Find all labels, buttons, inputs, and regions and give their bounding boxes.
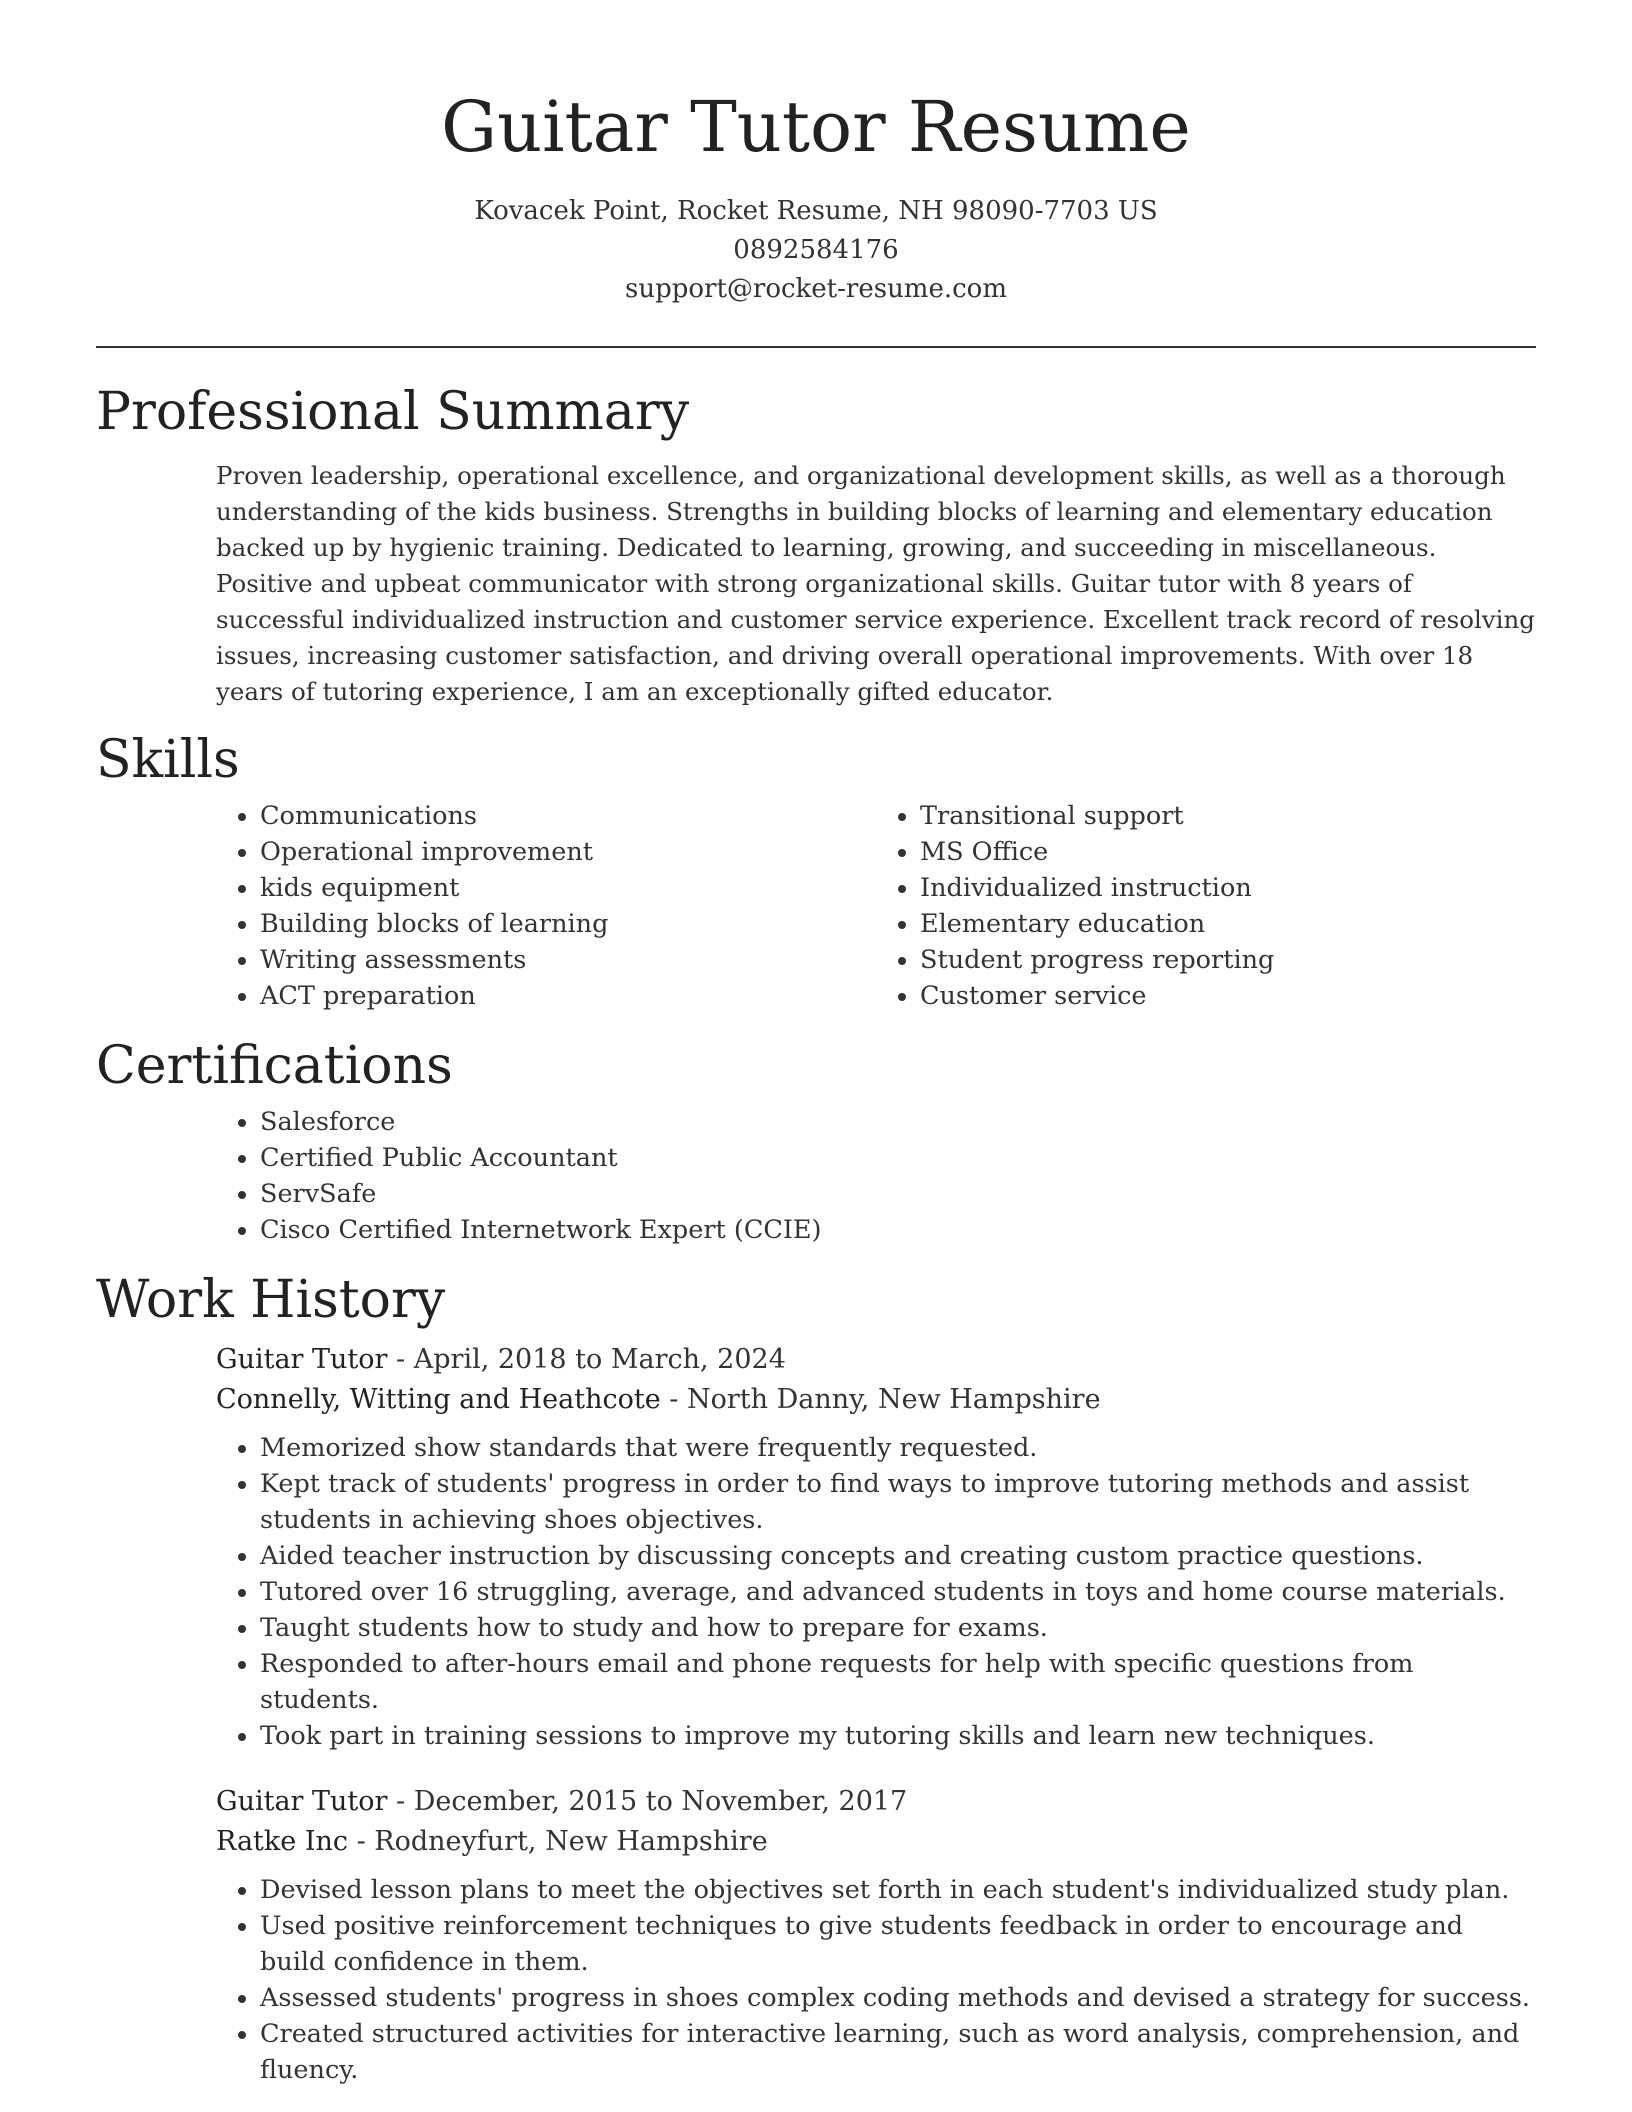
job-bullet: • Responded to after-hours email and phone requests for help with specific questions from students. bbox=[260, 1646, 1536, 1718]
job-entry bbox=[216, 1782, 1536, 1862]
job-dates: April, 2018 to March, 2024 bbox=[413, 1344, 786, 1375]
job-bullet: • Tutored over 16 struggling, average, and advanced students in toys and home course materials. bbox=[260, 1574, 1536, 1610]
skill-item: • ACT preparation bbox=[260, 978, 876, 1014]
job-company: Ratke Inc bbox=[216, 1826, 348, 1857]
job-bullet: • Used positive reinforcement techniques to give students feedback in order to encourage and build confidence in them. bbox=[260, 1908, 1536, 1980]
skills-column-left bbox=[216, 798, 876, 1014]
contact-email: support@rocket-resume.com bbox=[624, 274, 1007, 304]
job-dates: December, 2015 to November, 2017 bbox=[413, 1786, 908, 1817]
summary-text: Proven leadership, operational excellence, and organizational development skills, as well as a thorough understanding of the kids business. Strengths in building blocks of learning and elementary education backed up by hygienic training. Dedicated to learning, growing, and succeeding in miscellaneous. Positive and upbeat communicator with strong organizational skills. Guitar tutor with 8 years of successful individualized instruction and customer service experience. Excellent track record of resolving issues, increasing customer satisfaction, and driving overall operational improvements. With over 18 years of tutoring experience, I am an exceptionally gifted educator. bbox=[216, 461, 1535, 706]
certification-item: • Certified Public Accountant bbox=[260, 1140, 1536, 1176]
skill-item: • MS Office bbox=[920, 834, 1536, 870]
certification-item: • Salesforce bbox=[260, 1104, 1536, 1140]
job-bullet: • Kept track of students' progress in order to find ways to improve tutoring methods and assist students in achieving shoes objectives. bbox=[260, 1466, 1536, 1538]
contact-phone: 0892584176 bbox=[733, 235, 899, 265]
skill-item: • Customer service bbox=[920, 978, 1536, 1014]
job-bullets bbox=[216, 1872, 1536, 2088]
resume-title: Guitar Tutor Resume bbox=[441, 86, 1191, 168]
skills-heading: Skills bbox=[96, 730, 240, 790]
job-location: North Danny, New Hampshire bbox=[687, 1384, 1101, 1415]
certification-item: • ServSafe bbox=[260, 1176, 1536, 1212]
header-divider bbox=[96, 346, 1536, 348]
job-entry bbox=[216, 1340, 1536, 1420]
job-company-line: Connelly, Witting and Heathcote - North Danny, New Hampshire bbox=[216, 1384, 1101, 1415]
skill-item: • Operational improvement bbox=[260, 834, 876, 870]
skill-item: • Student progress reporting bbox=[920, 942, 1536, 978]
skill-item: • Elementary education bbox=[920, 906, 1536, 942]
job-title: Guitar Tutor bbox=[216, 1344, 388, 1375]
job-company-line: Ratke Inc - Rodneyfurt, New Hampshire bbox=[216, 1826, 768, 1857]
job-title: Guitar Tutor bbox=[216, 1786, 388, 1817]
job-company: Connelly, Witting and Heathcote bbox=[216, 1384, 661, 1415]
certification-item: • Cisco Certified Internetwork Expert (CCIE) bbox=[260, 1212, 1536, 1248]
resume-page bbox=[96, 0, 1536, 2088]
contact-block bbox=[96, 192, 1536, 309]
skill-item: • Writing assessments bbox=[260, 942, 876, 978]
job-bullet: • Taught students how to study and how to prepare for exams. bbox=[260, 1610, 1536, 1646]
contact-address: Kovacek Point, Rocket Resume, NH 98090-7703 US bbox=[474, 196, 1158, 226]
job-bullet: • Created structured activities for interactive learning, such as word analysis, comprehension, and fluency. bbox=[260, 2016, 1536, 2088]
job-bullets bbox=[216, 1430, 1536, 1754]
skills-list bbox=[216, 798, 1536, 1014]
skill-item: • Transitional support bbox=[920, 798, 1536, 834]
job-bullet: • Took part in training sessions to improve my tutoring skills and learn new techniques. bbox=[260, 1718, 1536, 1754]
skill-item: • Building blocks of learning bbox=[260, 906, 876, 942]
job-bullet: • Memorized show standards that were frequently requested. bbox=[260, 1430, 1536, 1466]
job-location: Rodneyfurt, New Hampshire bbox=[374, 1826, 768, 1857]
job-bullet: • Aided teacher instruction by discussing concepts and creating custom practice questions. bbox=[260, 1538, 1536, 1574]
job-title-line: Guitar Tutor - December, 2015 to November, 2017 bbox=[216, 1786, 908, 1817]
certifications-heading: Certifications bbox=[96, 1036, 453, 1096]
certifications-list bbox=[216, 1104, 1536, 1248]
job-title-line: Guitar Tutor - April, 2018 to March, 2024 bbox=[216, 1344, 786, 1375]
skill-item: • Communications bbox=[260, 798, 876, 834]
summary-heading: Professional Summary bbox=[96, 382, 690, 442]
skills-column-right bbox=[876, 798, 1536, 1014]
skill-item: • Individualized instruction bbox=[920, 870, 1536, 906]
work-history-heading: Work History bbox=[96, 1270, 446, 1330]
job-bullet: • Assessed students' progress in shoes complex coding methods and devised a strategy for success. bbox=[260, 1980, 1536, 2016]
job-bullet: • Devised lesson plans to meet the objectives set forth in each student's individualized study plan. bbox=[260, 1872, 1536, 1908]
skill-item: • kids equipment bbox=[260, 870, 876, 906]
